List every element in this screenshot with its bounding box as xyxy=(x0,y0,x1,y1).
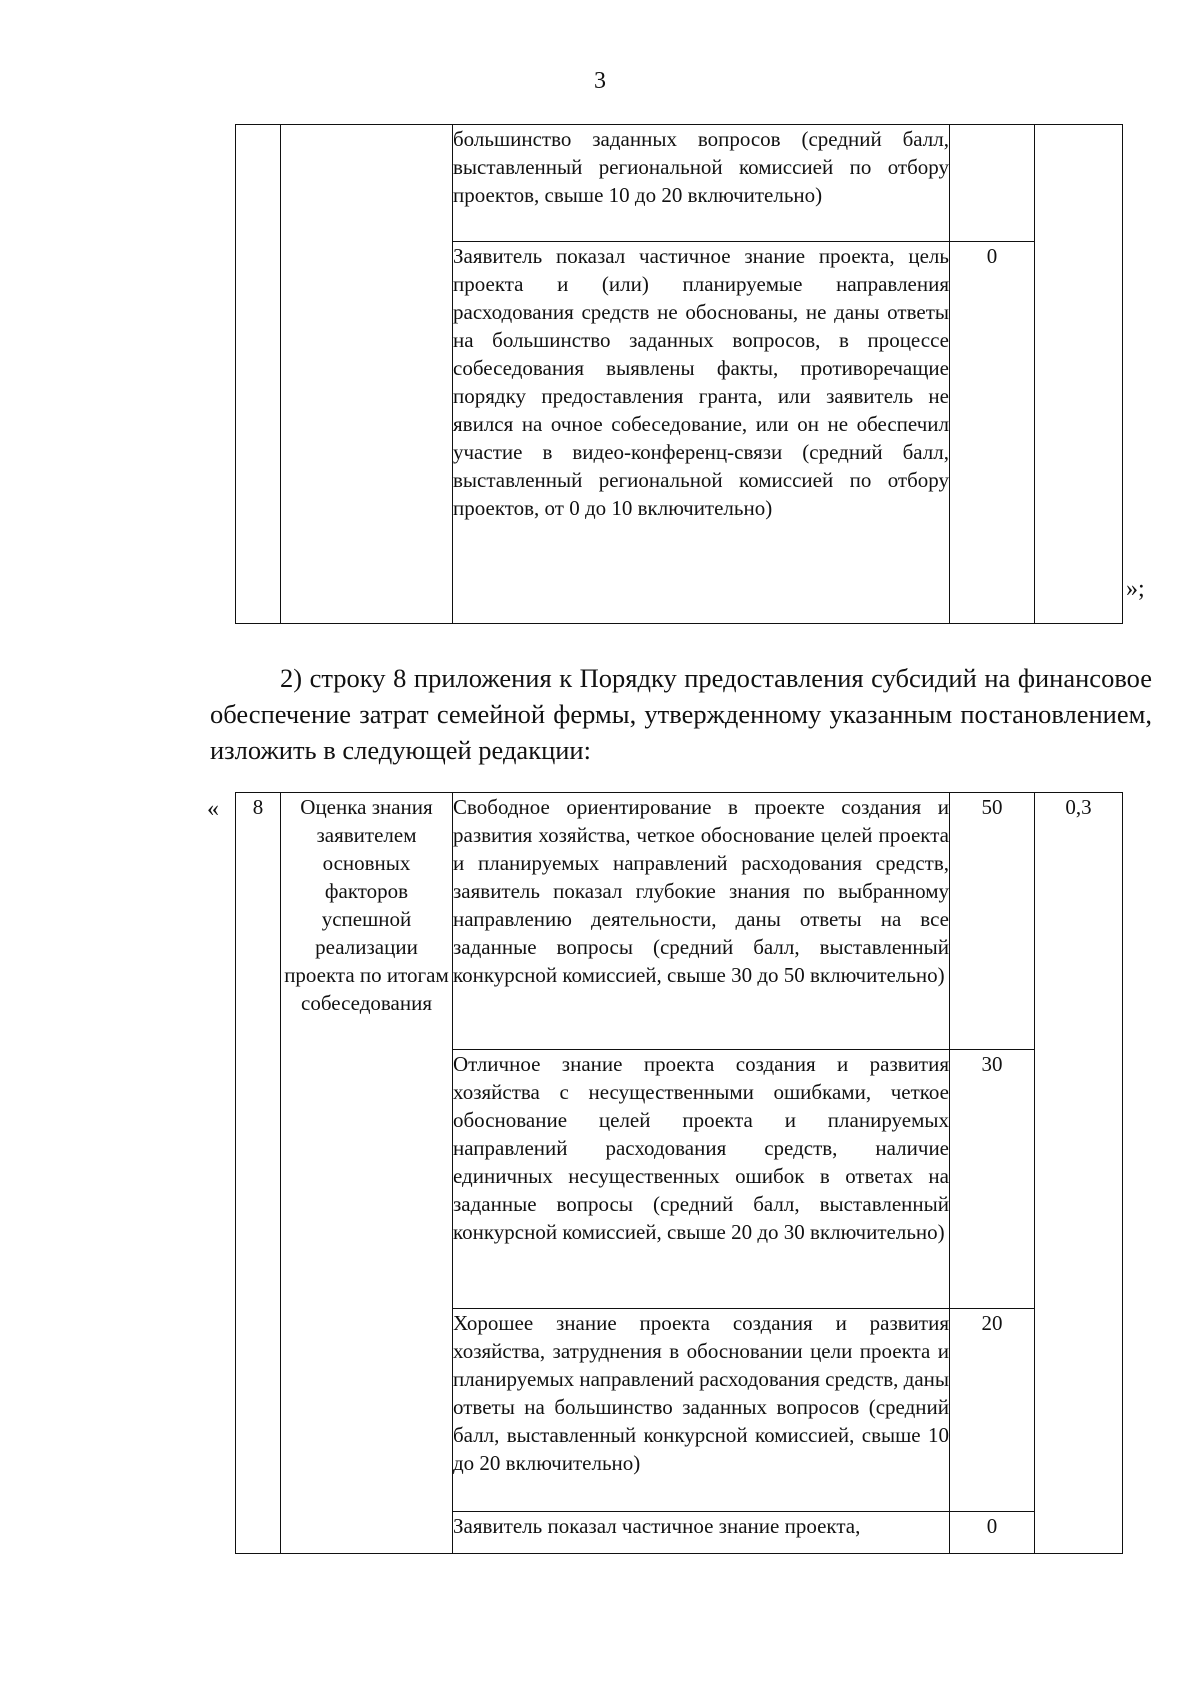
criterion-cell xyxy=(281,125,453,624)
score-value xyxy=(950,125,1035,242)
score-description: Заявитель показал частичное знание проекта, xyxy=(453,1512,950,1554)
score-description: большинство заданных вопросов (средний балл, выставленный региональной комиссией по отбору проектов, свыше 10 до 20 включительно) xyxy=(453,125,950,242)
score-description: Заявитель показал частичное знание проекта, цель проекта и (или) планируемые направления расходования средств не обоснованы, не даны ответы на большинство заданных вопросов, в процессе собеседования выявлены факты, противоречащие порядку предоставления гранта, или заявитель не явился на очное собеседование, или он не обеспечил участие в видео-конференц-связи (средний балл, выставленный региональной комиссией по отбору проектов, от 0 до 10 включительно) xyxy=(453,242,950,624)
criteria-table-row-8 xyxy=(235,792,1123,1554)
score-value: 0 xyxy=(950,1512,1035,1554)
table-row xyxy=(236,793,1123,1050)
score-value: 30 xyxy=(950,1050,1035,1309)
row-number-cell xyxy=(236,125,281,624)
score-description: Хорошее знание проекта создания и развития хозяйства, затруднения в обосновании цели проекта и планируемых направлений расходования средств, даны ответы на большинство заданных вопросов (средний балл, выставленный конкурсной комиссией, свыше 10 до 20 включительно) xyxy=(453,1309,950,1512)
row-number-cell: 8 xyxy=(236,793,281,1554)
score-value: 20 xyxy=(950,1309,1035,1512)
table-row xyxy=(236,125,1123,242)
amendment-paragraph: 2) строку 8 приложения к Порядку предоставления субсидий на финансовое обеспечение затрат семейной фермы, утвержденному указанным постановлением, изложить в следующей редакции: xyxy=(210,663,1152,765)
weight-cell: 0,3 xyxy=(1035,793,1123,1554)
criterion-cell: Оценка знания заявителем основных факторов успешной реализации проекта по итогам собеседования xyxy=(281,793,453,1554)
weight-cell xyxy=(1035,125,1123,624)
closing-quote-mark: »; xyxy=(1126,576,1145,602)
score-description: Отличное знание проекта создания и развития хозяйства с несущественными ошибками, четкое обоснование целей проекта и планируемых направлений расходования средств, наличие единичных несущественных ошибок в ответах на заданные вопросы (средний балл, выставленный конкурсной комиссией, свыше 20 до 30 включительно) xyxy=(453,1050,950,1309)
opening-quote-mark: « xyxy=(207,796,219,822)
page-number: 3 xyxy=(594,68,606,94)
score-value: 50 xyxy=(950,793,1035,1050)
score-value: 0 xyxy=(950,242,1035,624)
criteria-table-continued xyxy=(235,124,1123,624)
score-description: Свободное ориентирование в проекте создания и развития хозяйства, четкое обоснование целей проекта и планируемых направлений расходования средств, заявитель показал глубокие знания по выбранному направлению деятельности, даны ответы на все заданные вопросы (средний балл, выставленный конкурсной комиссией, свыше 30 до 50 включительно) xyxy=(453,793,950,1050)
